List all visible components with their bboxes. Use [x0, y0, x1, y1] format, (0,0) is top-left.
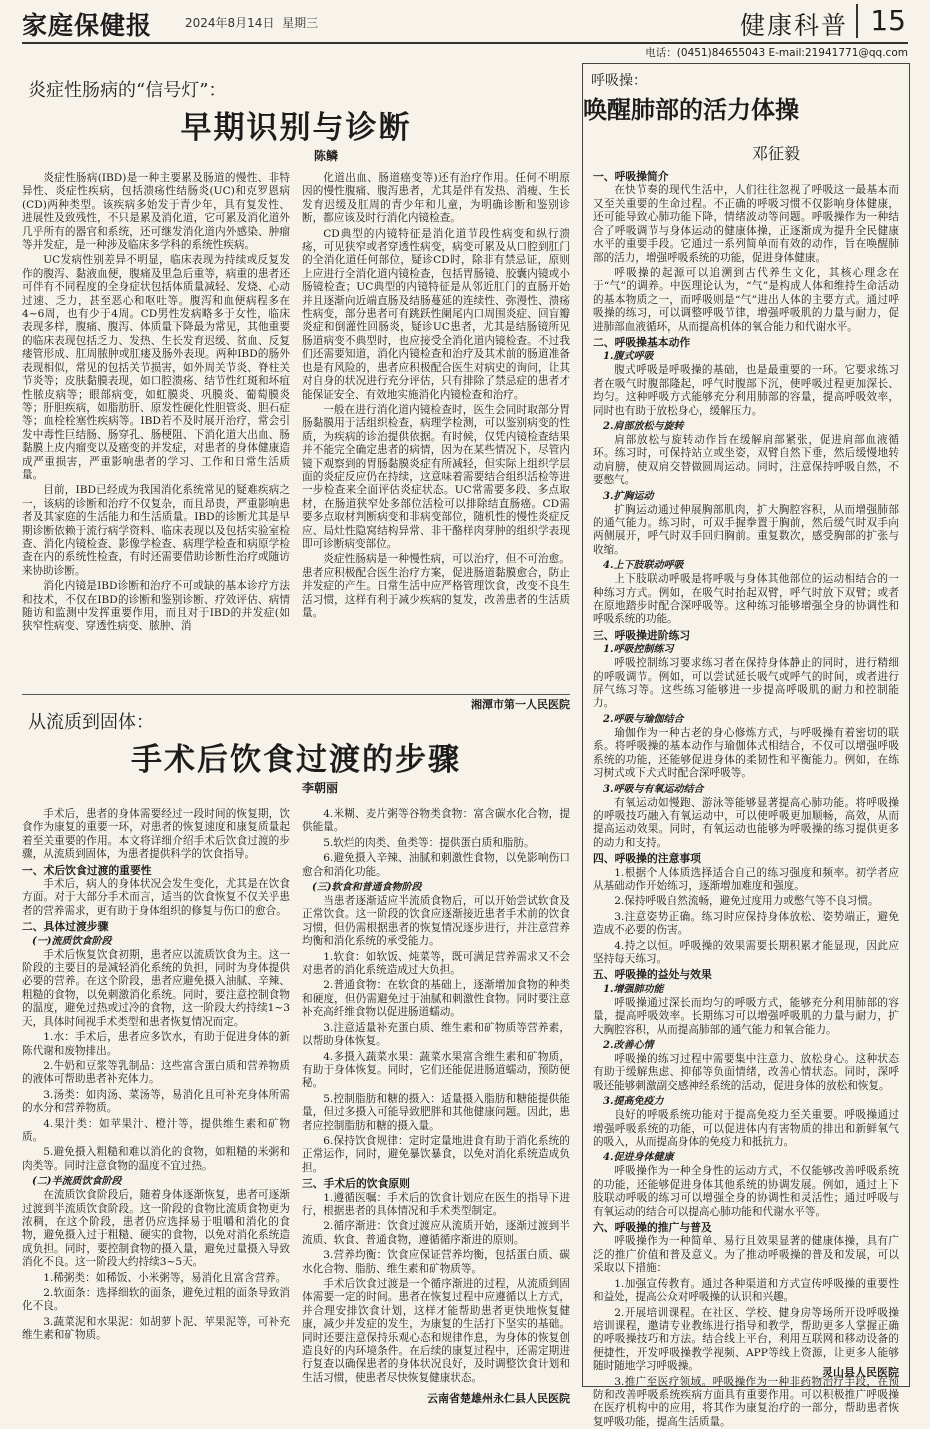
subheading: 1.增强肺功能 — [603, 983, 664, 995]
article-column — [302, 808, 570, 1388]
paragraph: 当患者逐渐适应半流质食物后，可以开始尝试软食及正常饮食。这一阶段的饮食应逐渐接近患者手术前的饮食习惯，但仍需根据患者的恢复情况逐步进行，并注意营养均衡和消化系统的承受能力。 — [302, 895, 570, 948]
article-ibd — [22, 64, 570, 711]
paragraph: 2.保持呼吸自然流畅，避免过度用力或憋气等不良习惯。 — [614, 895, 879, 908]
subheading: 4.上下肢联动呼吸 — [603, 560, 684, 572]
subheading: 3.呼吸与有氧运动结合 — [603, 783, 704, 795]
subheading: 2.肩部放松与旋转 — [603, 420, 684, 432]
article-kicker: 从流质到固体： — [28, 712, 154, 733]
article-author: 邓征毅 — [751, 144, 800, 164]
subheading: (三)软食和普通食物阶段 — [312, 882, 422, 894]
paragraph: 2.牛奶和豆浆等乳制品：这些富含蛋白质和营养物质的液体可帮助患者补充体力。 — [22, 1059, 290, 1086]
paragraph: 肩部放松与旋转动作旨在缓解肩部紧张，促进肩部血液循环。练习时，可保持站立或坐姿，双臂自然下垂，然后缓慢地转动肩膀，使双肩交替做圆周运动。同时，注意保持呼吸自然，不要憋气。 — [593, 433, 899, 487]
subheading: 一、呼吸操简介 — [593, 170, 669, 184]
subheading: (一)流质饮食阶段 — [32, 935, 112, 947]
article-source: 云南省楚雄州永仁县人民医院 — [427, 1392, 570, 1405]
section-rule — [22, 694, 570, 695]
paragraph: 手术后恢复饮食初期，患者应以流质饮食为主。这一阶段的主要目的是减轻消化系统的负担，同时为身体提供必要的营养。在这个阶段，患者应避免摄入油腻、辛辣、粗糙的食物，以免刺激消化系统。同时，要注意控制食物的温度，避免过热或过冷的食物，这一阶段大约持续1~3天，具体时间视手术类型和患者恢复情况而定。 — [22, 948, 290, 1028]
paragraph: 2.循序渐进：饮食过渡应从流质开始，逐渐过渡到半流质、软食、普通食物，遵循循序渐进的原则。 — [302, 1220, 570, 1246]
paragraph: 3.营养均衡：饮食应保证营养均衡，包括蛋白质、碳水化合物、脂肪、维生素和矿物质等。 — [302, 1249, 570, 1275]
article-kicker: 炎症性肠病的“信号灯”： — [28, 80, 227, 101]
subheading: 三、呼吸操进阶练习 — [593, 628, 691, 642]
article-breathing-exercise — [582, 63, 910, 1428]
paragraph: 5.避免摄入粗糙和难以消化的食物，如粗糙的米粥和肉类等。同时注意食物的温度不宜过热。 — [22, 1146, 290, 1172]
paragraph: 3.注意适量补充蛋白质、维生素和矿物质等营养素，以帮助身体恢复。 — [302, 1021, 570, 1048]
article-title: 手术后饮食过渡的步骤 — [131, 742, 461, 778]
paragraph: 呼吸操的练习过程中需要集中注意力、放松身心。这种状态有助于缓解焦虑、抑郁等负面情绪，改善心情状态。同时，深呼吸还能够刺激副交感神经系统的活动，促进身体的放松和恢复。 — [593, 1053, 899, 1092]
article-column — [22, 808, 290, 1388]
paragraph: 炎症性肠病是一种慢性病，可以治疗，但不可治愈。患者应积极配合医生治疗方案，促进肠道黏膜愈合，防止并发症的产生。日常生活中应严格管理饮食，改变不良生活习惯，这样有利于减少疾病的复发，改善患者的生活质量。 — [302, 553, 570, 619]
masthead — [22, 4, 908, 44]
paragraph: 4.果汁类：如苹果汁、橙汁等，提供维生素和矿物质。 — [22, 1117, 290, 1143]
paragraph: 呼吸控制练习要求练习者在保持身体静止的同时，进行精细的呼吸调节。例如，可以尝试延长吸气或呼气的时间，或者进行屏气练习等。这些练习能够进一步提高呼吸肌的耐力和控制能力。 — [593, 657, 899, 710]
paragraph: 3.推广至医疗领域。呼吸操作为一种非药物治疗手段，在预防和改善呼吸系统疾病方面具有重要作用。可以积极推广呼吸操在医疗机构中的应用，将其作为康复治疗的一部分，帮助患者恢复呼吸功能，提高生活质量。 — [593, 1375, 899, 1428]
paragraph: 2.软面条：选择细软的面条，避免过粗的面条导致消化不良。 — [22, 1287, 290, 1313]
subheading: 1.呼吸控制练习 — [603, 644, 674, 656]
subheading: 三、手术后的饮食原则 — [302, 1177, 410, 1191]
paragraph: 呼吸操的起源可以追溯到古代养生文化，其核心理念在于“气”的调养。中医理论认为，“气”是构成人体和维持生命活动的基本物质之一，而呼吸则是“气”进出人体的主要方式。通过呼吸操的练习，可以调整呼吸节律，增强呼吸肌的力量与耐力，促进肺部血液循环，从而提高机体的氧合能力和代谢水平。 — [593, 266, 899, 333]
subheading: 五、呼吸操的益处与效果 — [593, 968, 712, 982]
paragraph: 腹式呼吸是呼吸操的基础，也是最重要的一环。它要求练习者在吸气时腹部隆起，呼气时腹部下沉，使呼吸过程更加深长、均匀。这种呼吸方式能够充分利用肺部的容量，提高呼吸效率，同时也有助于放松身心，缓解压力。 — [593, 364, 899, 417]
paragraph: 目前，IBD已经成为我国消化系统常见的疑难疾病之一，该病的诊断和治疗不仅复杂，而且昂贵，严重影响患者及其家庭的生活能力和生活质量。IBD的诊断尤其是早期诊断依赖于流行病学资料、临床表现以及包括实验室检查、消化内镜检查、影像学检查、病理学检查和病原学检查在内的系统性检查，有时还需要借助诊断性治疗或随访来协助诊断。 — [22, 484, 290, 577]
article-column — [302, 172, 570, 692]
paragraph: 2.普通食物：在软食的基础上，逐渐增加食物的种类和硬度，但仍需避免过于油腻和刺激性食物。同时要注意补充高纤维食物以促进肠道蠕动。 — [302, 979, 570, 1019]
paragraph: 在流质饮食阶段后，随着身体逐渐恢复，患者可逐渐过渡到半流质饮食阶段。这一阶段的食物比流质食物更为浓稠，在这个阶段，患者仍应选择易于咀嚼和消化的食物，避免摄入过于粗糙、硬实的食物，以免对消化系统造成负担。同时，要控制食物的摄入量，避免过量摄入导致消化不良。这一阶段大约持续3~5天。 — [22, 1189, 290, 1269]
paragraph: 在快节奏的现代生活中，人们往往忽视了呼吸这一最基本而又至关重要的生命过程。不正确的呼吸习惯不仅影响身体健康，还可能导致心肺功能下降，情绪波动等问题。呼吸操作为一种结合了呼吸调节与身体运动的健康体操，正逐渐成为提升全民健康水平的重要手段。它通过一系列简单而有效的动作，旨在唤醒肺部的活力，增强呼吸系统的功能，促进身体健康。 — [593, 184, 899, 264]
subheading: 3.提高免疫力 — [603, 1096, 664, 1108]
article-kicker: 呼吸操： — [591, 73, 647, 89]
paragraph: 呼吸操作为一种全身性的运动方式，不仅能够改善呼吸系统的功能，还能够促进身体其他系统的协调发展。例如，通过上下肢联动呼吸的练习可以增强全身的协调性和灵活性；通过呼吸与有氧运动的结合可以提高心肺功能和代谢水平等。 — [593, 1165, 899, 1218]
paragraph: 1.加强宣传教育。通过各种渠道和方式宣传呼吸操的重要性和益处，提高公众对呼吸操的认识和兴趣。 — [593, 1277, 899, 1304]
paragraph: 呼吸操通过深长而均匀的呼吸方式，能够充分利用肺部的容量，提高呼吸效率。长期练习可以增强呼吸肌的力量与耐力，扩大胸腔容积，从而提高肺部的通气能力和氧合能力。 — [593, 996, 899, 1036]
subheading: (二)半流质饮食阶段 — [32, 1176, 122, 1188]
subheading: 2.呼吸与瑜伽结合 — [603, 713, 684, 725]
subheading: 2.改善心情 — [603, 1040, 654, 1052]
paragraph: 1.稀粥类：如稀饭、小米粥等，易消化且富含营养。 — [43, 1271, 287, 1284]
paragraph: 2.开展培训课程。在社区、学校、健身房等场所开设呼吸操培训课程，邀请专业教练进行指导和教学，帮助更多人掌握正确的呼吸操技巧和方法。结合线上平台，利用互联网和移动设备的便捷性，开发呼吸操教学视频、APP等线上资源，让更多人能够随时随地学习呼吸操。 — [593, 1306, 899, 1373]
paragraph: 3.汤类：如肉汤、菜汤等，易消化且可补充身体所需的水分和营养物质。 — [22, 1088, 290, 1115]
article-title: 唤醒肺部的活力体操 — [583, 95, 799, 124]
paragraph: 手术后，病人的身体状况会发生变化，尤其是在饮食方面。对于大部分手术而言，适当的饮食恢复不仅关乎患者的营养需求，更有助于身体组织的修复与伤口的愈合。 — [22, 878, 290, 917]
subheading: 六、呼吸操的推广与普及 — [593, 1221, 712, 1235]
paragraph: 手术后，患者的身体需要经过一段时间的恢复期，饮食作为康复的重要一环，对患者的恢复速度和康复质量起着至关重要的作用。本文将详细介绍手术后饮食过渡的步骤，从流质到固体，为患者提供科学的饮食指导。 — [22, 808, 290, 861]
paragraph: 6.避免摄入辛辣、油腻和刺激性食物，以免影响伤口愈合和消化功能。 — [302, 852, 570, 878]
paragraph: 4.米糊、麦片粥等谷物类食物：富含碳水化合物，提供能量。 — [302, 808, 570, 834]
article-source: 湘潭市第一人民医院 — [471, 698, 570, 711]
paragraph: CD典型的内镜特征是消化道节段性病变和纵行溃疡，可见狭窄或者穿透性病变，病变可累及从口腔到肛门的全消化道任何部位，疑诊CD时，除非有禁忌证，原则上应进行全消化道内镜检查，包括胃肠镜、胶囊内镜或小肠镜检查；UC典型的内镜特征是从邻近肛门的直肠开始并且逐渐向近端直肠及结肠蔓延的连续性、弥漫性、溃疡性病变，部分患者可有跳跃性阑尾内口周围炎症、回盲瓣炎症和倒灌性回肠炎，疑诊UC患者，尤其是结肠镜所见肠道病变不典型时，也应接受全消化道内镜检查。不过我们还需要知道，消化内镜检查和治疗及其术前的肠道准备也是有风险的，患者应积极配合医生对病史的询问，让其对自身的状况进行充分评估，只有排除了禁忌症的患者才能保证安全、有效地实施消化内镜检查和治疗。 — [302, 227, 570, 401]
paragraph: 1.软食：如软饭、炖菜等，既可满足营养需求又不会对患者的消化系统造成过大负担。 — [302, 950, 570, 977]
subheading: 一、术后饮食过渡的重要性 — [22, 863, 152, 877]
paragraph: 1.遵循医嘱：手术后的饮食计划应在医生的指导下进行，根据患者的具体情况和手术类型制定。 — [302, 1191, 570, 1217]
paragraph: 炎症性肠病(IBD)是一种主要累及肠道的慢性、非特异性、炎症性疾病，包括溃疡性结肠炎(UC)和克罗恩病(CD)两种类型。该疾病多始发于青少年，具有复发性、进展性及致残性，不只是累及消化道，它可累及消化道外几乎所有的器官和系统，还可继发消化道内外感染、肿瘤等并发症，是一种涉及临床多学科的系统性疾病。 — [22, 172, 290, 252]
article-source: 灵山县人民医院 — [822, 1366, 899, 1379]
subheading: 1.腹式呼吸 — [603, 351, 654, 363]
paragraph: 6.保持饮食规律：定时定量地进食有助于消化系统的正常运作，同时，避免暴饮暴食，以免对消化系统造成负担。 — [302, 1134, 570, 1174]
article-postop-diet — [22, 700, 570, 1405]
paragraph: 手术后饮食过渡是一个循序渐进的过程，从流质到固体需要一定的时间。患者在恢复过程中应遵循以上方式，并合理安排饮食计划，这样才能帮助患者更快地恢复健康，减少并发症的发生，为康复的生活打下坚实的基础。同时还要注意保持乐观心态和规律作息，为身体的恢复创造良好的内环境条件。在后续的康复过程中，还需定期进行复查以确保患者的身体状况良好，及时调整饮食计划和生活习惯，使患者尽快恢复健康状态。 — [302, 1278, 570, 1384]
paragraph: 5.软烂的肉类、鱼类等：提供蛋白质和脂肪。 — [323, 836, 535, 849]
subheading: 3.扩胸运动 — [603, 490, 654, 502]
article-author: 陈鳞 — [313, 149, 338, 163]
subheading: 二、呼吸操基本动作 — [593, 335, 691, 349]
paragraph: 3.蔬菜泥和水果泥：如胡萝卜泥、苹果泥等，可补充维生素和矿物质。 — [22, 1315, 290, 1342]
article-column — [22, 172, 290, 692]
paragraph: 3.注意姿势正确。练习时应保持身体放松、姿势端正，避免造成不必要的伤害。 — [593, 910, 899, 937]
paper-name: 家庭保健报 — [22, 11, 153, 40]
paragraph: 有氧运动如慢跑、游泳等能够显著提高心肺功能。将呼吸操的呼吸技巧融入有氧运动中，可以使呼吸更加顺畅，高效，从而提高运动效果。同时，有氧运动也能够为呼吸操的练习提供更多的动力和支持。 — [593, 796, 899, 849]
paragraph: 瑜伽作为一种古老的身心修炼方式，与呼吸操有着密切的联系。将呼吸操的基本动作与瑜伽体式相结合，不仅可以增强呼吸系统的功能，还能够促进身体的柔韧性和平衡能力。例如，在练习树式或下犬式时配合深呼吸等。 — [593, 726, 899, 780]
subheading: 二、具体过渡步骤 — [22, 920, 109, 934]
article-author: 李朝丽 — [301, 781, 338, 795]
paragraph: 4.持之以恒。呼吸操的效果需要长期积累才能显现，因此应坚持每天练习。 — [593, 939, 899, 965]
paragraph: 1.水：手术后，患者应多饮水，有助于促进身体的新陈代谢和废物排出。 — [22, 1031, 290, 1057]
paragraph: 4.多摄入蔬菜水果：蔬菜水果富含维生素和矿物质，有助于身体恢复。同时，它们还能促进肠道蠕动，预防便秘。 — [302, 1050, 570, 1090]
subheading: 四、呼吸操的注意事项 — [593, 852, 701, 866]
paragraph: 1.根据个人体质选择适合自己的练习强度和频率。初学者应从基础动作开始练习，逐渐增加难度和强度。 — [593, 866, 899, 892]
article-title: 早期识别与诊断 — [180, 110, 412, 146]
paragraph: 化道出血、肠道癌变等)还有治疗作用。任何不明原因的慢性腹痛、腹泻患者，尤其是伴有发热、消瘦、生长发育迟缓及肛周的青少年和儿童，为明确诊断和鉴别诊断，都应该及时行消化内镜检查。 — [302, 172, 570, 225]
paragraph: 一般在进行消化道内镜检查时，医生会同时取部分胃肠黏膜用于活组织检查，病理学检测，可以鉴别病变的性质，为疾病的诊治提供依据。有时候，仅凭内镜检查结果并不能完全确定患者的病情，因为在某些情况下，尽管内镜下观察到的胃肠黏膜炎症有所减轻，但实际上组织学层面的炎症反应仍在持续，这意味着需要结合组织活检等进一步检查来全面评估炎症状态。UC常需要多段、多点取材，在肠道狭窄处多部位活检可以排除结直肠癌。CD需要多点取材判断病变和非病变部位，随机性的慢性炎症反应、局灶性隐窝结构异常、非干酪样肉芽肿的组织学表现即可诊断病变部位。 — [302, 403, 570, 550]
contact-line: 电话：(0451)84655043 E-mail:21941771@qq.com — [645, 47, 908, 59]
subheading: 4.促进身体健康 — [603, 1152, 674, 1164]
paragraph: 5.控制脂肪和糖的摄入：适量摄入脂肪和糖能提供能量，但过多摄入可能导致肥胖和其他健康问题。因此，患者应控制脂肪和糖的摄入量。 — [302, 1092, 570, 1132]
paragraph: UC发病性别差异不明显，临床表现为持续或反复发作的腹泻、黏液血便，腹痛及里急后重等，病重的患者还可伴有不同程度的全身症状包括体质量减轻、发烧、心动过速、乏力，甚至恶心和呕吐等。腹泻和血便病程多在4~6周，也有少于4周。CD男性发病略多于女性，临床表现多样，腹痛、腹泻、体质量下降最为常见，其他重要的临床表现包括乏力、发热、生长发育迟缓、贫血、反复瘘管形成、肛周脓肿或肛瘘及肠外表现。两种IBD的肠外表现相似，常见的包括关节损害，如外周关节炎、脊柱关节炎等；皮肤黏膜表现，如口腔溃疡、结节性红斑和坏疽性脓皮病等；眼部病变，如虹膜炎、巩膜炎、葡萄膜炎等；肝胆疾病，如脂肪肝、原发性硬化性胆管炎、胆石症等；血栓栓塞性疾病等。IBD若不及时展开治疗，常会引发中毒性巨结肠、肠穿孔、肠梗阻、下消化道大出血、肠黏膜上皮内瘤变以及癌变的并发症，对患者的身体健康造成严重损害，严重影响患者的学习、工作和日常生活质量。 — [22, 254, 290, 481]
article-body — [583, 170, 909, 1428]
paragraph: 扩胸运动通过伸展胸部肌肉，扩大胸腔容积，从而增强肺部的通气能力。练习时，可双手握拳置于胸前，然后缓气时双手向两侧展开，呼气时双手回归胸前。重复数次，感受胸部的扩张与收缩。 — [593, 503, 899, 556]
paragraph: 上下肢联动呼吸是将呼吸与身体其他部位的运动相结合的一种练习方式。例如，在吸气时抬起双臂，呼气时放下双臂；或者在原地踏步时配合深呼吸等。这种练习能够增强全身的协调性和呼吸系统的功能。 — [593, 573, 899, 626]
paragraph: 呼吸操作为一种简单、易行且效果显著的健康体操，具有广泛的推广价值和普及意义。为了推动呼吸操的普及和发展，可以采取以下措施： — [593, 1235, 899, 1275]
section-divider — [856, 4, 858, 38]
issue-date: 2024年8月14日 星期三 — [185, 16, 319, 30]
paragraph: 良好的呼吸系统功能对于提高免疫力至关重要。呼吸操通过增强呼吸系统的功能，可以促进体内有害物质的排出和新鲜氧气的吸入，从而提高身体的免疫力和抵抗力。 — [593, 1109, 899, 1149]
page-number: 15 — [870, 4, 906, 37]
paragraph: 消化内镜是IBD诊断和治疗不可或缺的基本诊疗方法和技术，不仅在IBD的诊断和鉴别诊断、疗效评估、病情随访和监测中发挥重要作用，而且对于IBD的并发症(如狭窄性病变、穿透性病变、脓肿、消 — [22, 580, 290, 633]
section-name: 健康科普 — [739, 11, 848, 40]
